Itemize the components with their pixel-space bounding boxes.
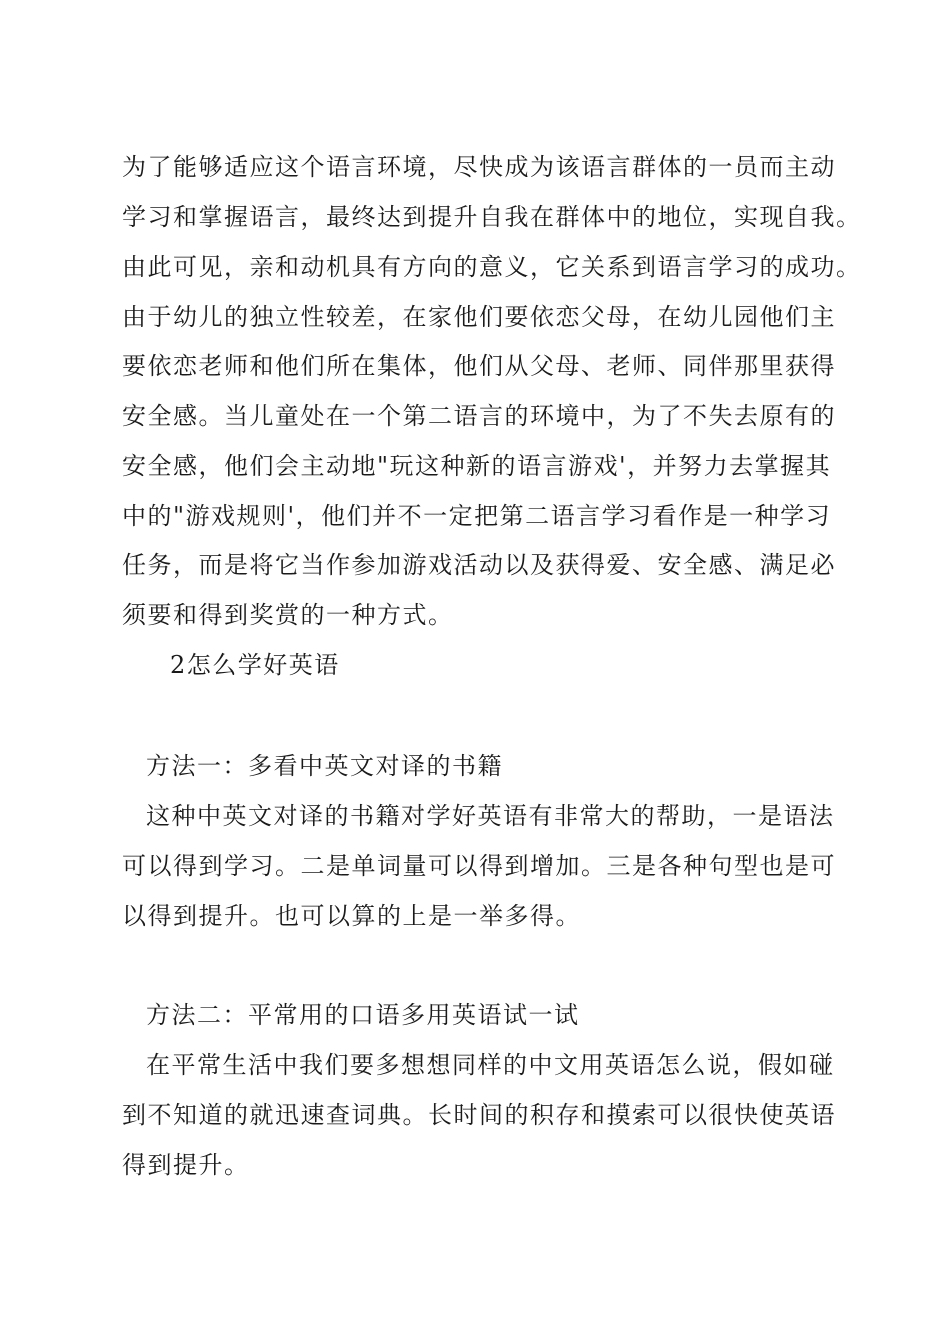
method-2-line: 到不知道的就迅速查词典。长时间的积存和摸索可以很快使英语 bbox=[122, 1101, 836, 1129]
method-1-line: 以得到提升。也可以算的上是一举多得。 bbox=[122, 902, 581, 930]
section-heading: 2怎么学好英语 bbox=[170, 651, 340, 679]
method-1-line: 这种中英文对译的书籍对学好英语有非常大的帮助，一是语法 bbox=[146, 802, 835, 830]
paragraph-line: 学习和掌握语言，最终达到提升自我在群体中的地位，实现自我。 bbox=[122, 203, 862, 231]
method-2-line: 得到提升。 bbox=[122, 1151, 250, 1179]
method-2-line: 在平常生活中我们要多想想同样的中文用英语怎么说，假如碰 bbox=[146, 1051, 835, 1079]
method-2-heading: 方法二：平常用的口语多用英语试一试 bbox=[146, 1001, 580, 1029]
paragraph-line: 由于幼儿的独立性较差，在家他们要依恋父母，在幼儿园他们主 bbox=[122, 303, 836, 331]
method-1-line: 可以得到学习。二是单词量可以得到增加。三是各种句型也是可 bbox=[122, 852, 836, 880]
paragraph-line: 由此可见，亲和动机具有方向的意义，它关系到语言学习的成功。 bbox=[122, 253, 862, 281]
paragraph-line: 为了能够适应这个语言环境，尽快成为该语言群体的一员而主动 bbox=[122, 153, 836, 181]
paragraph-line: 任务，而是将它当作参加游戏活动以及获得爱、安全感、满足必 bbox=[122, 551, 836, 579]
paragraph-line: 要依恋老师和他们所在集体，他们从父母、老师、同伴那里获得 bbox=[122, 352, 836, 380]
paragraph-line: 安全感。当儿童处在一个第二语言的环境中，为了不失去原有的 bbox=[122, 402, 836, 430]
paragraph-line: 须要和得到奖赏的一种方式。 bbox=[122, 601, 454, 629]
paragraph-line: 中的"游戏规则'，他们并不一定把第二语言学习看作是一种学习 bbox=[122, 502, 832, 530]
method-1-heading: 方法一：多看中英文对译的书籍 bbox=[146, 752, 503, 780]
paragraph-line: 安全感，他们会主动地"玩这种新的语言游戏'，并努力去掌握其 bbox=[122, 452, 832, 480]
